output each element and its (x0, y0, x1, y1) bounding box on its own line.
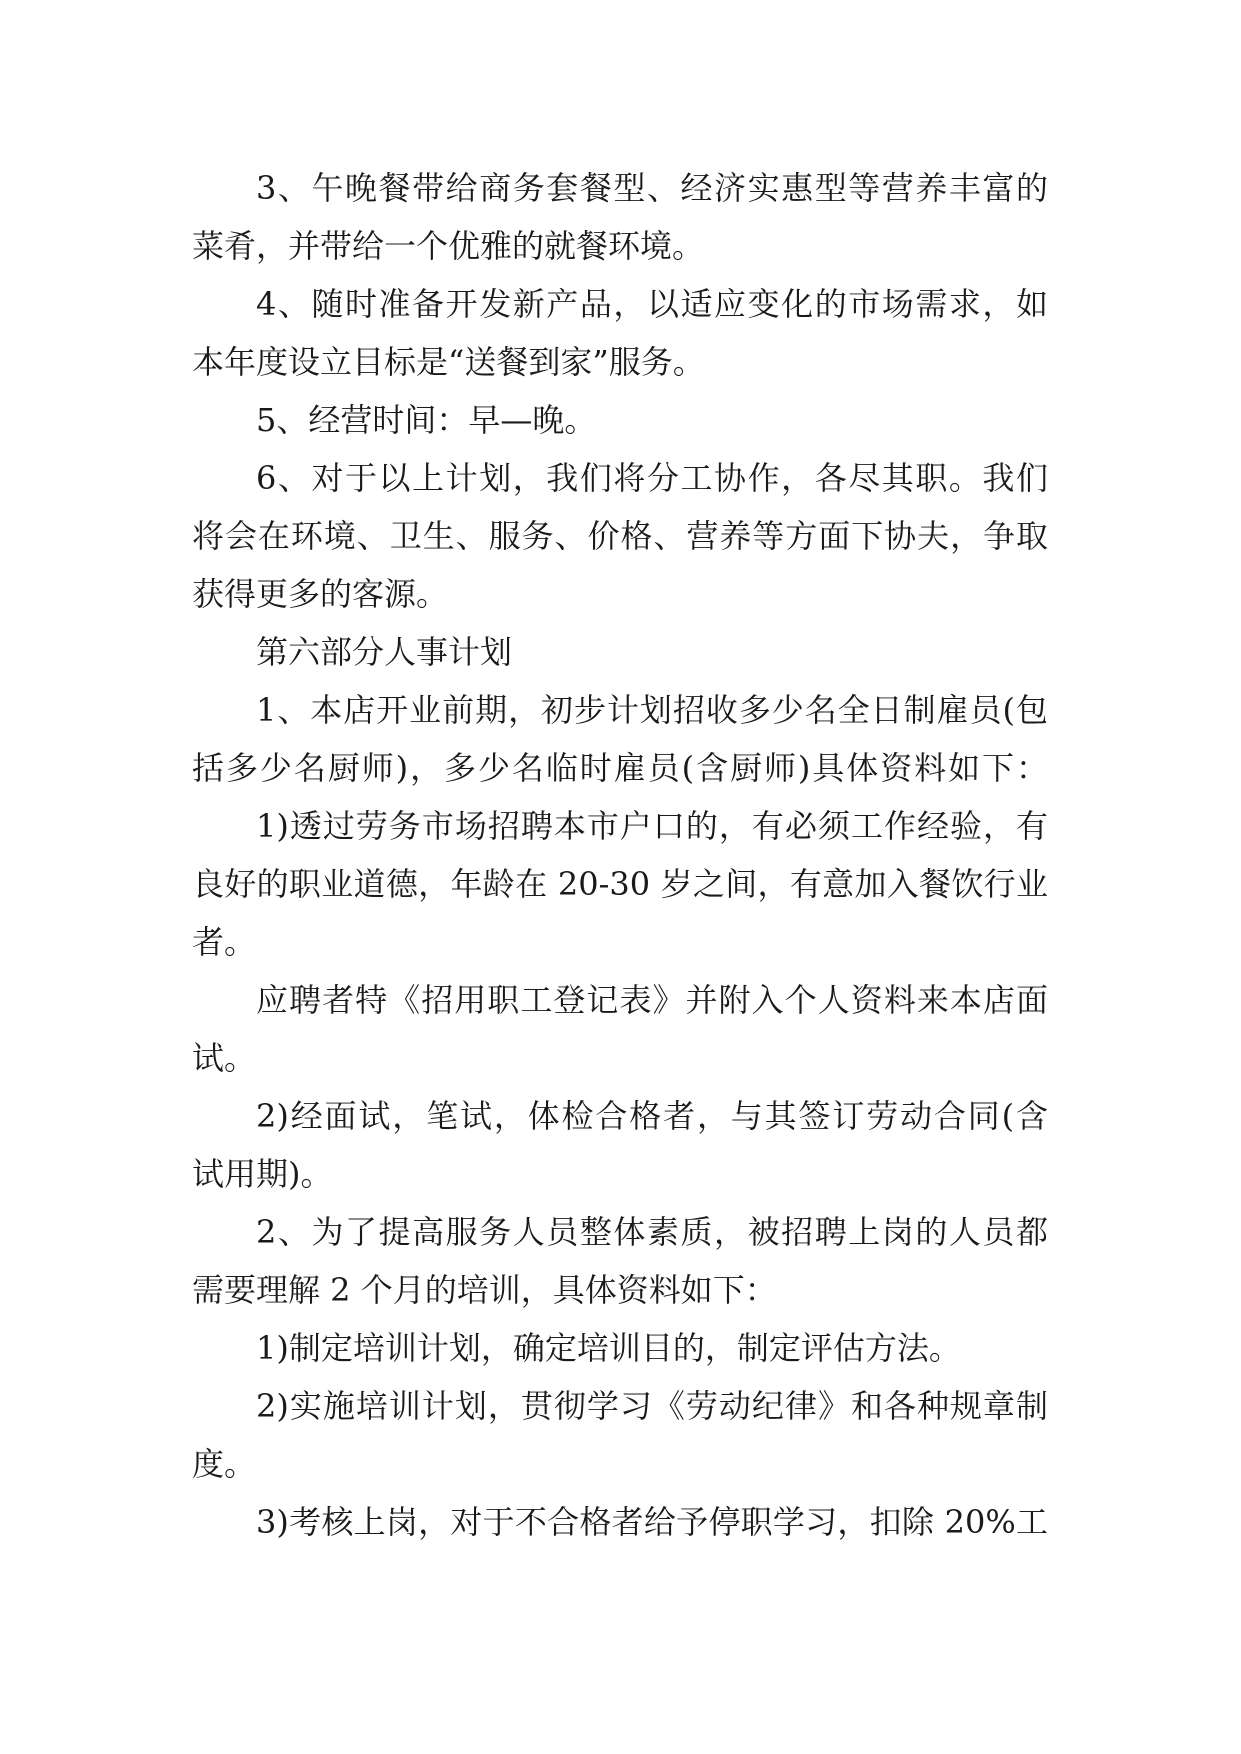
text-line: 2、为了提高服务人员整体素质，被招聘上岗的人员都 (256, 1213, 1048, 1251)
text-line: 1)制定培训计划，确定培训目的，制定评估方法。 (256, 1329, 961, 1367)
text-line: 需要理解 2 个月的培训，具体资料如下： (192, 1271, 777, 1309)
text-line: 3)考核上岗，对于不合格者给予停职学习，扣除 20%工 (256, 1503, 1048, 1541)
text-line: 试用期)。 (192, 1155, 333, 1193)
text-line: 获得更多的客源。 (192, 575, 449, 613)
text-line: 3、午晚餐带给商务套餐型、经济实惠型等营养丰富的 (256, 169, 1048, 207)
text-line: 应聘者特《招用职工登记表》并附入个人资料来本店面 (256, 981, 1048, 1019)
section-heading: 第六部分人事计划 (256, 633, 513, 671)
text-line: 试。 (192, 1039, 257, 1077)
text-line: 2)实施培训计划，贯彻学习《劳动纪律》和各种规章制 (256, 1387, 1048, 1425)
text-line: 5、经营时间：早—晚。 (256, 401, 597, 439)
text-line: 1)透过劳务市场招聘本市户口的，有必须工作经验，有 (256, 807, 1048, 845)
text-line: 4、随时准备开发新产品，以适应变化的市场需求，如 (256, 285, 1048, 323)
text-line: 2)经面试，笔试，体检合格者，与其签订劳动合同(含 (256, 1097, 1048, 1135)
text-line: 括多少名厨师)，多少名临时雇员(含厨师)具体资料如下： (192, 749, 1048, 787)
text-line: 6、对于以上计划，我们将分工协作，各尽其职。我们 (256, 459, 1048, 497)
text-line: 良好的职业道德，年龄在 20-30 岁之间，有意加入餐饮行业 (192, 865, 1048, 903)
text-line: 菜肴，并带给一个优雅的就餐环境。 (192, 227, 705, 265)
text-line: 本年度设立目标是“送餐到家”服务。 (192, 343, 705, 381)
text-line: 1、本店开业前期，初步计划招收多少名全日制雇员(包 (256, 691, 1048, 729)
text-line: 者。 (192, 923, 257, 961)
text-line: 度。 (192, 1445, 257, 1483)
text-line: 将会在环境、卫生、服务、价格、营养等方面下协夫，争取 (192, 517, 1048, 555)
